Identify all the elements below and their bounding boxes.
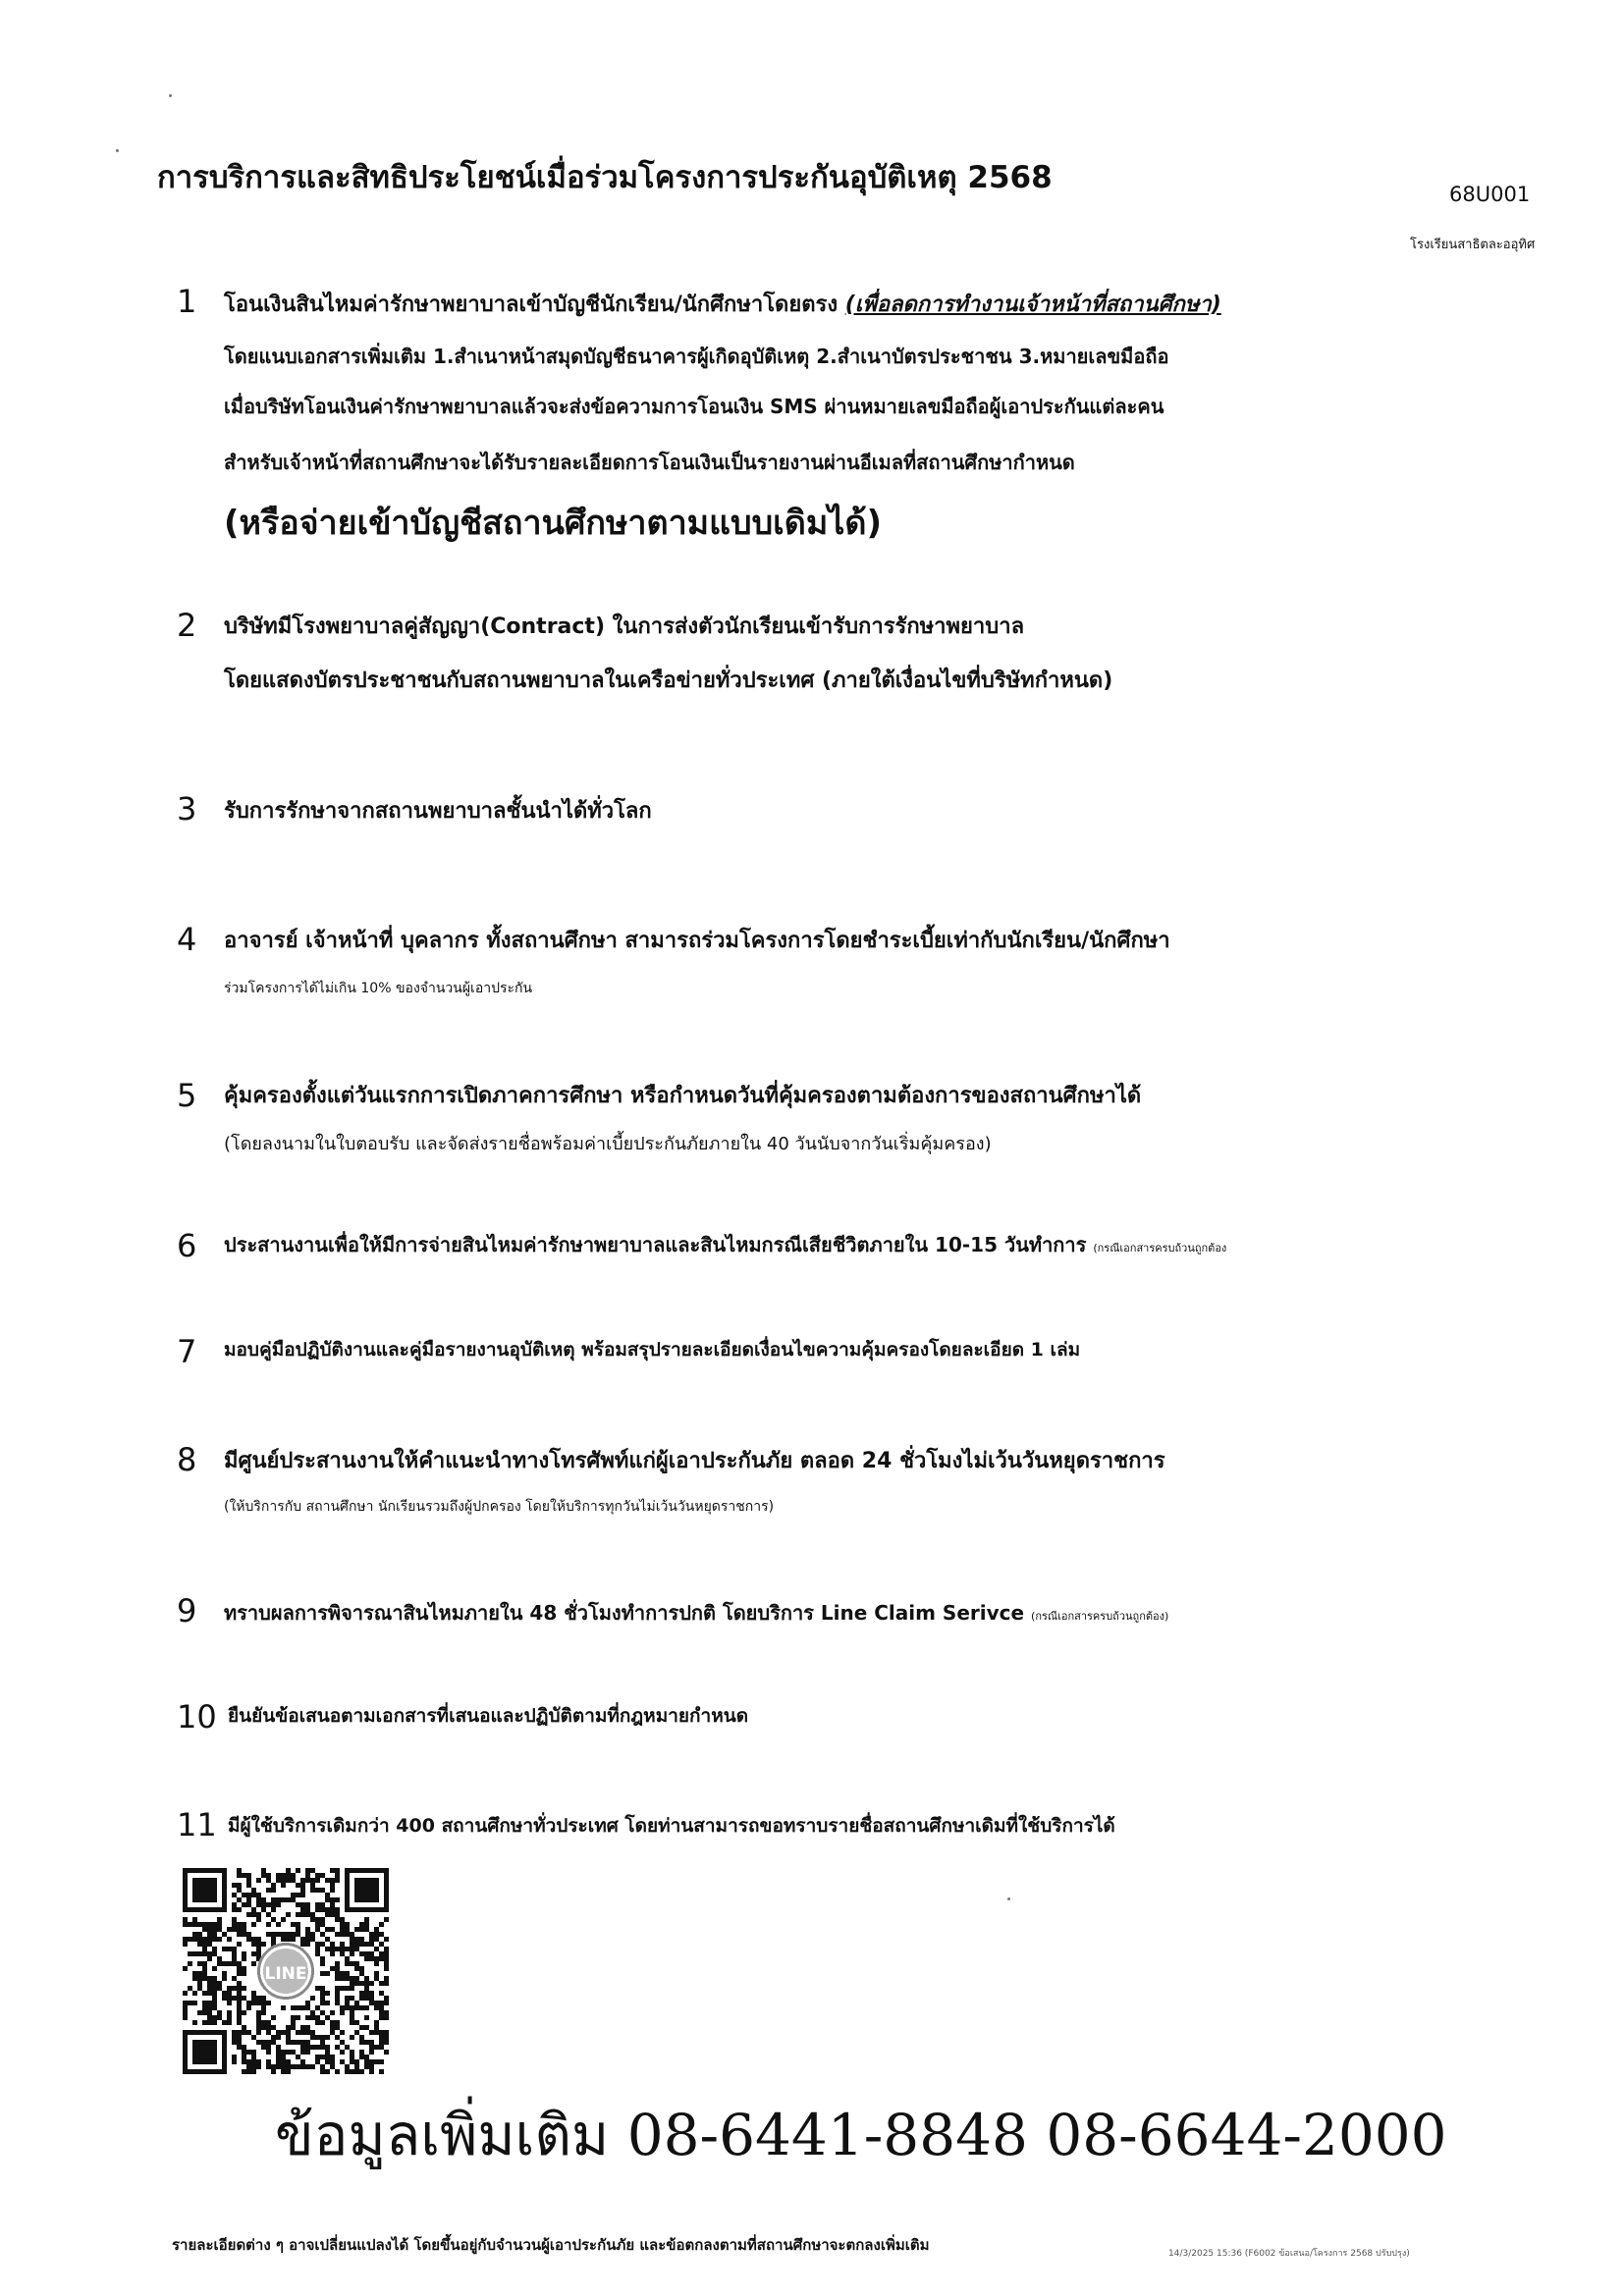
document-code: 68U001 <box>1449 183 1531 206</box>
item-line-large: (หรือจ่ายเข้าบัญชีสถานศึกษาตามแบบเดิมได้) <box>224 504 882 543</box>
item-number: 6 <box>177 1227 197 1264</box>
item-note: (ให้บริการกับ สถานศึกษา นักเรียนรวมถึงผู้ปกครอง โดยให้บริการทุกวันไม่เว้นวันหยุดราชการ) <box>224 1499 775 1515</box>
item-line: รับการรักษาจากสถานพยาบาลชั้นนำได้ทั่วโลก <box>224 799 652 824</box>
item-note: (โดยลงนามในใบตอบรับ และจัดส่งรายชื่อพร้อมค่าเบี้ยประกันภัยภายใน 40 วันนับจากวันเริ่มคุ้มครอง) <box>224 1134 992 1154</box>
item-line: โดยแสดงบัตรประชาชนกับสถานพยาบาลในเครือข่ายทั่วประเทศ (ภายใต้เงื่อนไขที่บริษัทกำหนด) <box>224 668 1113 693</box>
item-emphasis: (เพื่อลดการทำงานเจ้าหน้าที่สถานศึกษา) <box>844 293 1221 317</box>
item-line: มอบคู่มือปฏิบัติงานและคู่มือรายงานอุบัติเหตุ พร้อมสรุปรายละเอียดเงื่อนไขความคุ้มครองโดยละเอียด 1 เล่ม <box>224 1339 1081 1361</box>
item-number: 8 <box>177 1441 197 1478</box>
item-line: มีศูนย์ประสานงานให้คำแนะนำทางโทรศัพท์แก่ผู้เอาประกันภัย ตลอด 24 ชั่วโมงไม่เว้นวันหยุดราชการ <box>224 1449 1165 1473</box>
item-line <box>224 1597 1168 1629</box>
contact-info: ข้อมูลเพิ่มเติม 08-6441-8848 08-6644-2000 <box>275 2102 1447 2168</box>
item-tail-note: (กรณีเอกสารครบถ้วนถูกต้อง <box>1093 1242 1227 1255</box>
page-title: การบริการและสิทธิประโยชน์เมื่อร่วมโครงการประกันอุบัติเหตุ 2568 <box>157 160 1053 195</box>
item-line: มีผู้ใช้บริการเดิมกว่า 400 สถานศึกษาทั่วประเทศ โดยท่านสามารถขอทราบรายชื่อสถานศึกษาเดิมที่ใช้บริการได้ <box>228 1815 1115 1837</box>
item-number: 4 <box>177 921 197 958</box>
item-number: 2 <box>177 607 197 644</box>
item-note: ร่วมโครงการได้ไม่เกิน 10% ของจำนวนผู้เอาประกัน <box>224 981 533 996</box>
item-number: 9 <box>177 1592 197 1629</box>
item-number: 1 <box>177 283 197 320</box>
scan-speck <box>169 94 172 97</box>
item-line: ยืนยันข้อเสนอตามเอกสารที่เสนอและปฏิบัติตามที่กฎหมายกำหนด <box>228 1705 749 1727</box>
school-name: โรงเรียนสาธิตละออุทิศ <box>1410 238 1536 252</box>
item-text: โอนเงินสินไหมค่ารักษาพยาบาลเข้าบัญชีนักเรียน/นักศึกษาโดยตรง <box>224 293 839 317</box>
footer-note: รายละเอียดต่าง ๆ อาจเปลี่ยนแปลงได้ โดยขึ้นอยู่กับจำนวนผู้เอาประกันภัย และข้อตกลงตามที่สถานศึกษาจะตกลงเพิ่มเติม <box>172 2236 930 2254</box>
item-line <box>224 287 1221 321</box>
item-text: ประสานงานเพื่อให้มีการจ่ายสินไหมค่ารักษาพยาบาลและสินไหมกรณีเสียชีวิตภายใน 10-15 วันทำการ <box>224 1233 1087 1256</box>
item-number: 10 <box>177 1698 217 1735</box>
item-line: สำหรับเจ้าหน้าที่สถานศึกษาจะได้รับรายละเอียดการโอนเงินเป็นรายงานผ่านอีเมลที่สถานศึกษากำหนด <box>224 451 1075 474</box>
line-qr-code-icon <box>183 1868 389 2074</box>
item-line: บริษัทมีโรงพยาบาลคู่สัญญา(Contract) ในการส่งตัวนักเรียนเข้ารับการรักษาพยาบาล <box>224 614 1025 639</box>
item-line: โดยแนบเอกสารเพิ่มเติม 1.สำเนาหน้าสมุดบัญชีธนาคารผู้เกิดอุบัติเหตุ 2.สำเนาบัตรประชาชน 3.หมายเลขมือถือ <box>224 345 1169 368</box>
item-number: 5 <box>177 1077 197 1114</box>
qr-logo-text: LINE <box>264 1964 307 1984</box>
item-number: 7 <box>177 1333 197 1370</box>
scan-speck <box>1007 1897 1010 1900</box>
item-tail-note: (กรณีเอกสารครบถ้วนถูกต้อง) <box>1031 1610 1169 1623</box>
item-number: 3 <box>177 790 197 828</box>
item-line <box>224 1229 1226 1260</box>
item-text: ทราบผลการพิจารณาสินไหมภายใน 48 ชั่วโมงทำการปกติ โดยบริการ Line Claim Serivce <box>224 1601 1025 1625</box>
item-line: เมื่อบริษัทโอนเงินค่ารักษาพยาบาลแล้วจะส่งข้อความการโอนเงิน SMS ผ่านหมายเลขมือถือผู้เอาประกันแต่ละคน <box>224 395 1164 418</box>
print-stamp: 14/3/2025 15:36 (F6002 ข้อเสนอ/โครงการ 2568 ปรับปรุง) <box>1168 2249 1410 2259</box>
item-line: คุ้มครองตั้งแต่วันแรกการเปิดภาคการศึกษา หรือกำหนดวันที่คุ้มครองตามต้องการของสถานศึกษาได้ <box>224 1084 1142 1108</box>
item-number: 11 <box>177 1806 217 1843</box>
scan-speck <box>116 149 119 152</box>
item-line: อาจารย์ เจ้าหน้าที่ บุคลากร ทั้งสถานศึกษา สามารถร่วมโครงการโดยชำระเบี้ยเท่ากับนักเรียน/นักศึกษา <box>224 929 1170 953</box>
